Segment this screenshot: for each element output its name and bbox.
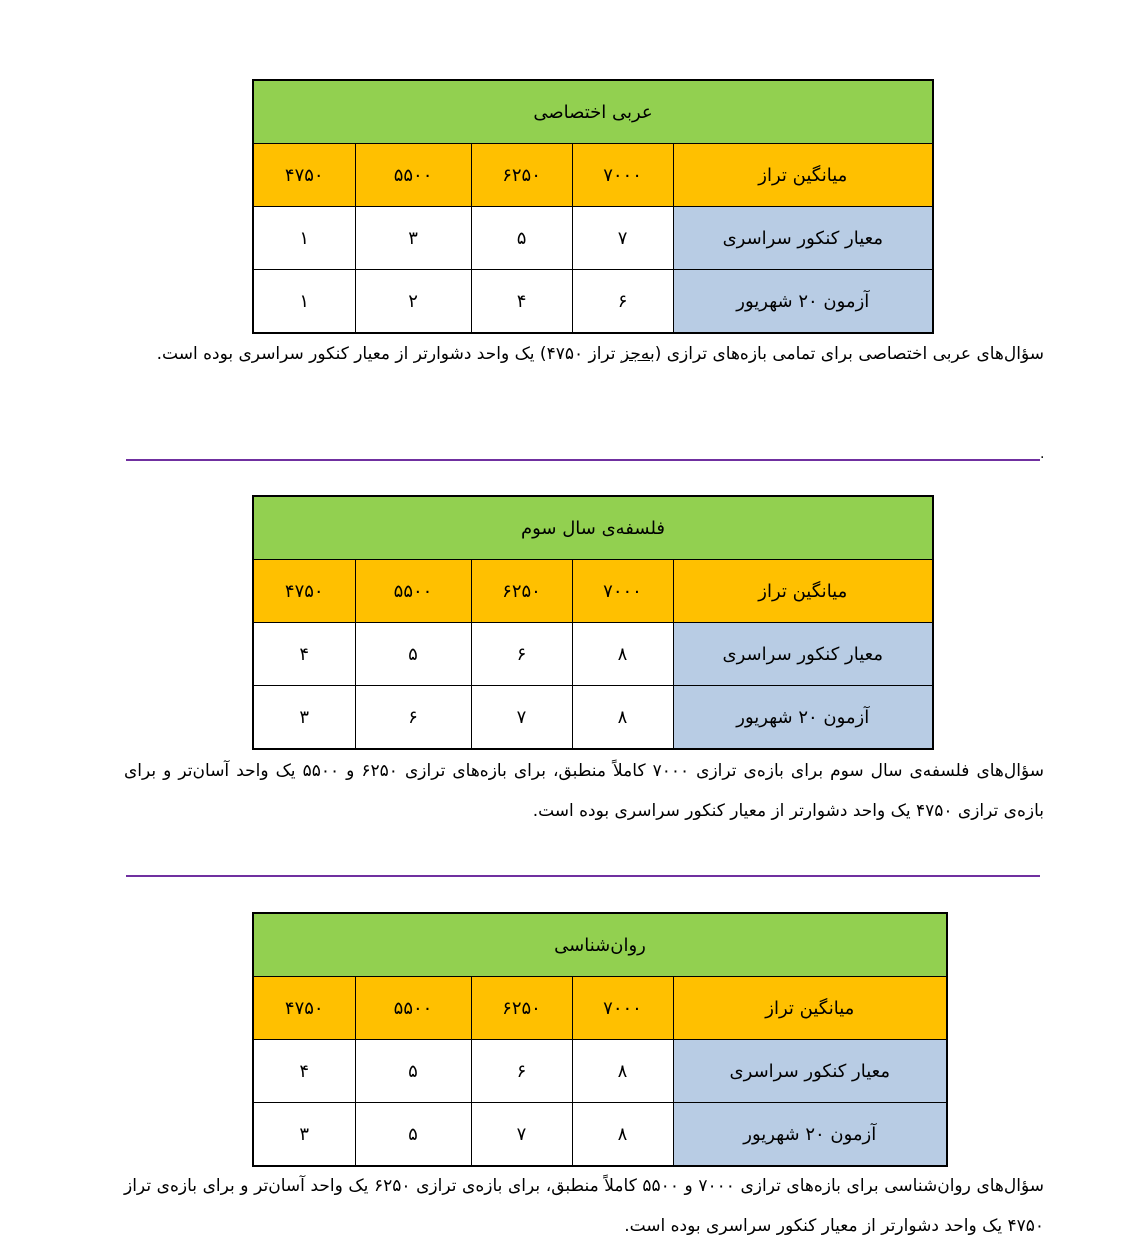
section-divider <box>126 459 1040 461</box>
paragraph-underlined: به‌جز <box>620 344 655 364</box>
row-label: آزمون ۲۰ شهریور <box>673 270 933 334</box>
table-cell: ۴ <box>253 623 355 686</box>
table-cell: ۶ <box>471 623 572 686</box>
paragraph-arabic <box>124 334 1044 374</box>
table-philosophy <box>252 495 934 750</box>
table-cell: ۱ <box>253 207 355 270</box>
column-header: ۷۰۰۰ <box>572 560 673 623</box>
column-header: ۷۰۰۰ <box>572 977 673 1040</box>
table-arabic <box>252 79 934 334</box>
paragraph-psychology: سؤال‌های روان‌شناسی برای بازه‌های ترازی ۷۰۰۰ و ۵۵۰۰ کاملاً منطبق، برای بازه‌ی ترازی ۶۲۵۰ یک واحد آسان‌تر و برای بازه‌ی تراز ۴۷۵۰ یک واحد دشوارتر از معیار کنکور سراسری بوده است. <box>124 1176 1044 1236</box>
column-header: ۶۲۵۰ <box>471 977 572 1040</box>
column-header: ۴۷۵۰ <box>253 560 355 623</box>
table-cell: ۵ <box>471 207 572 270</box>
table-title: فلسفه‌ی سال سوم <box>253 496 933 560</box>
table-cell: ۶ <box>471 1040 572 1103</box>
table-title: روان‌شناسی <box>253 913 947 977</box>
column-header: ۴۷۵۰ <box>253 144 355 207</box>
table-cell: ۴ <box>253 1040 355 1103</box>
divider-dot: . <box>1040 446 1045 462</box>
header-label: میانگین تراز <box>673 977 947 1040</box>
column-header: ۷۰۰۰ <box>572 144 673 207</box>
column-header: ۶۲۵۰ <box>471 560 572 623</box>
column-header: ۴۷۵۰ <box>253 977 355 1040</box>
table-cell: ۷ <box>471 1103 572 1167</box>
table-cell: ۷ <box>572 207 673 270</box>
table-cell: ۱ <box>253 270 355 334</box>
table-cell: ۷ <box>471 686 572 750</box>
table-cell: ۲ <box>355 270 471 334</box>
table-cell: ۵ <box>355 623 471 686</box>
column-header: ۶۲۵۰ <box>471 144 572 207</box>
column-header: ۵۵۰۰ <box>355 560 471 623</box>
table-cell: ۴ <box>471 270 572 334</box>
column-header: ۵۵۰۰ <box>355 144 471 207</box>
table-cell: ۳ <box>253 1103 355 1167</box>
row-label: آزمون ۲۰ شهریور <box>673 686 933 750</box>
table-psychology <box>252 912 948 1167</box>
row-label: معیار کنکور سراسری <box>673 207 933 270</box>
row-label: معیار کنکور سراسری <box>673 623 933 686</box>
table-row <box>253 207 933 270</box>
table-row <box>253 1103 947 1167</box>
header-label: میانگین تراز <box>673 144 933 207</box>
table-cell: ۳ <box>253 686 355 750</box>
table-row <box>253 270 933 334</box>
paragraph-text: سؤال‌های عربی اختصاصی برای تمامی بازه‌های ترازی ( <box>654 344 1044 364</box>
table-cell: ۳ <box>355 207 471 270</box>
table-title: عربی اختصاصی <box>253 80 933 144</box>
row-label: آزمون ۲۰ شهریور <box>673 1103 947 1167</box>
row-label: معیار کنکور سراسری <box>673 1040 947 1103</box>
section-divider <box>126 875 1040 877</box>
table-row <box>253 1040 947 1103</box>
table-row <box>253 623 933 686</box>
table-cell: ۵ <box>355 1103 471 1167</box>
table-cell: ۶ <box>355 686 471 750</box>
table-cell: ۸ <box>572 1040 673 1103</box>
paragraph-philosophy: سؤال‌های فلسفه‌ی سال سوم برای بازه‌ی ترازی ۷۰۰۰ کاملاً منطبق، برای بازه‌های ترازی ۶۲۵۰ و ۵۵۰۰ یک واحد آسان‌تر و برای بازه‌ی ترازی ۴۷۵۰ یک واحد دشوارتر از معیار کنکور سراسری بوده است. <box>124 761 1044 821</box>
column-header: ۵۵۰۰ <box>355 977 471 1040</box>
table-cell: ۸ <box>572 1103 673 1167</box>
table-cell: ۶ <box>572 270 673 334</box>
table-cell: ۵ <box>355 1040 471 1103</box>
table-row <box>253 686 933 750</box>
table-cell: ۸ <box>572 686 673 750</box>
table-cell: ۸ <box>572 623 673 686</box>
header-label: میانگین تراز <box>673 560 933 623</box>
paragraph-text: تراز ۴۷۵۰) یک واحد دشوارتر از معیار کنکور سراسری بوده است. <box>156 344 621 364</box>
